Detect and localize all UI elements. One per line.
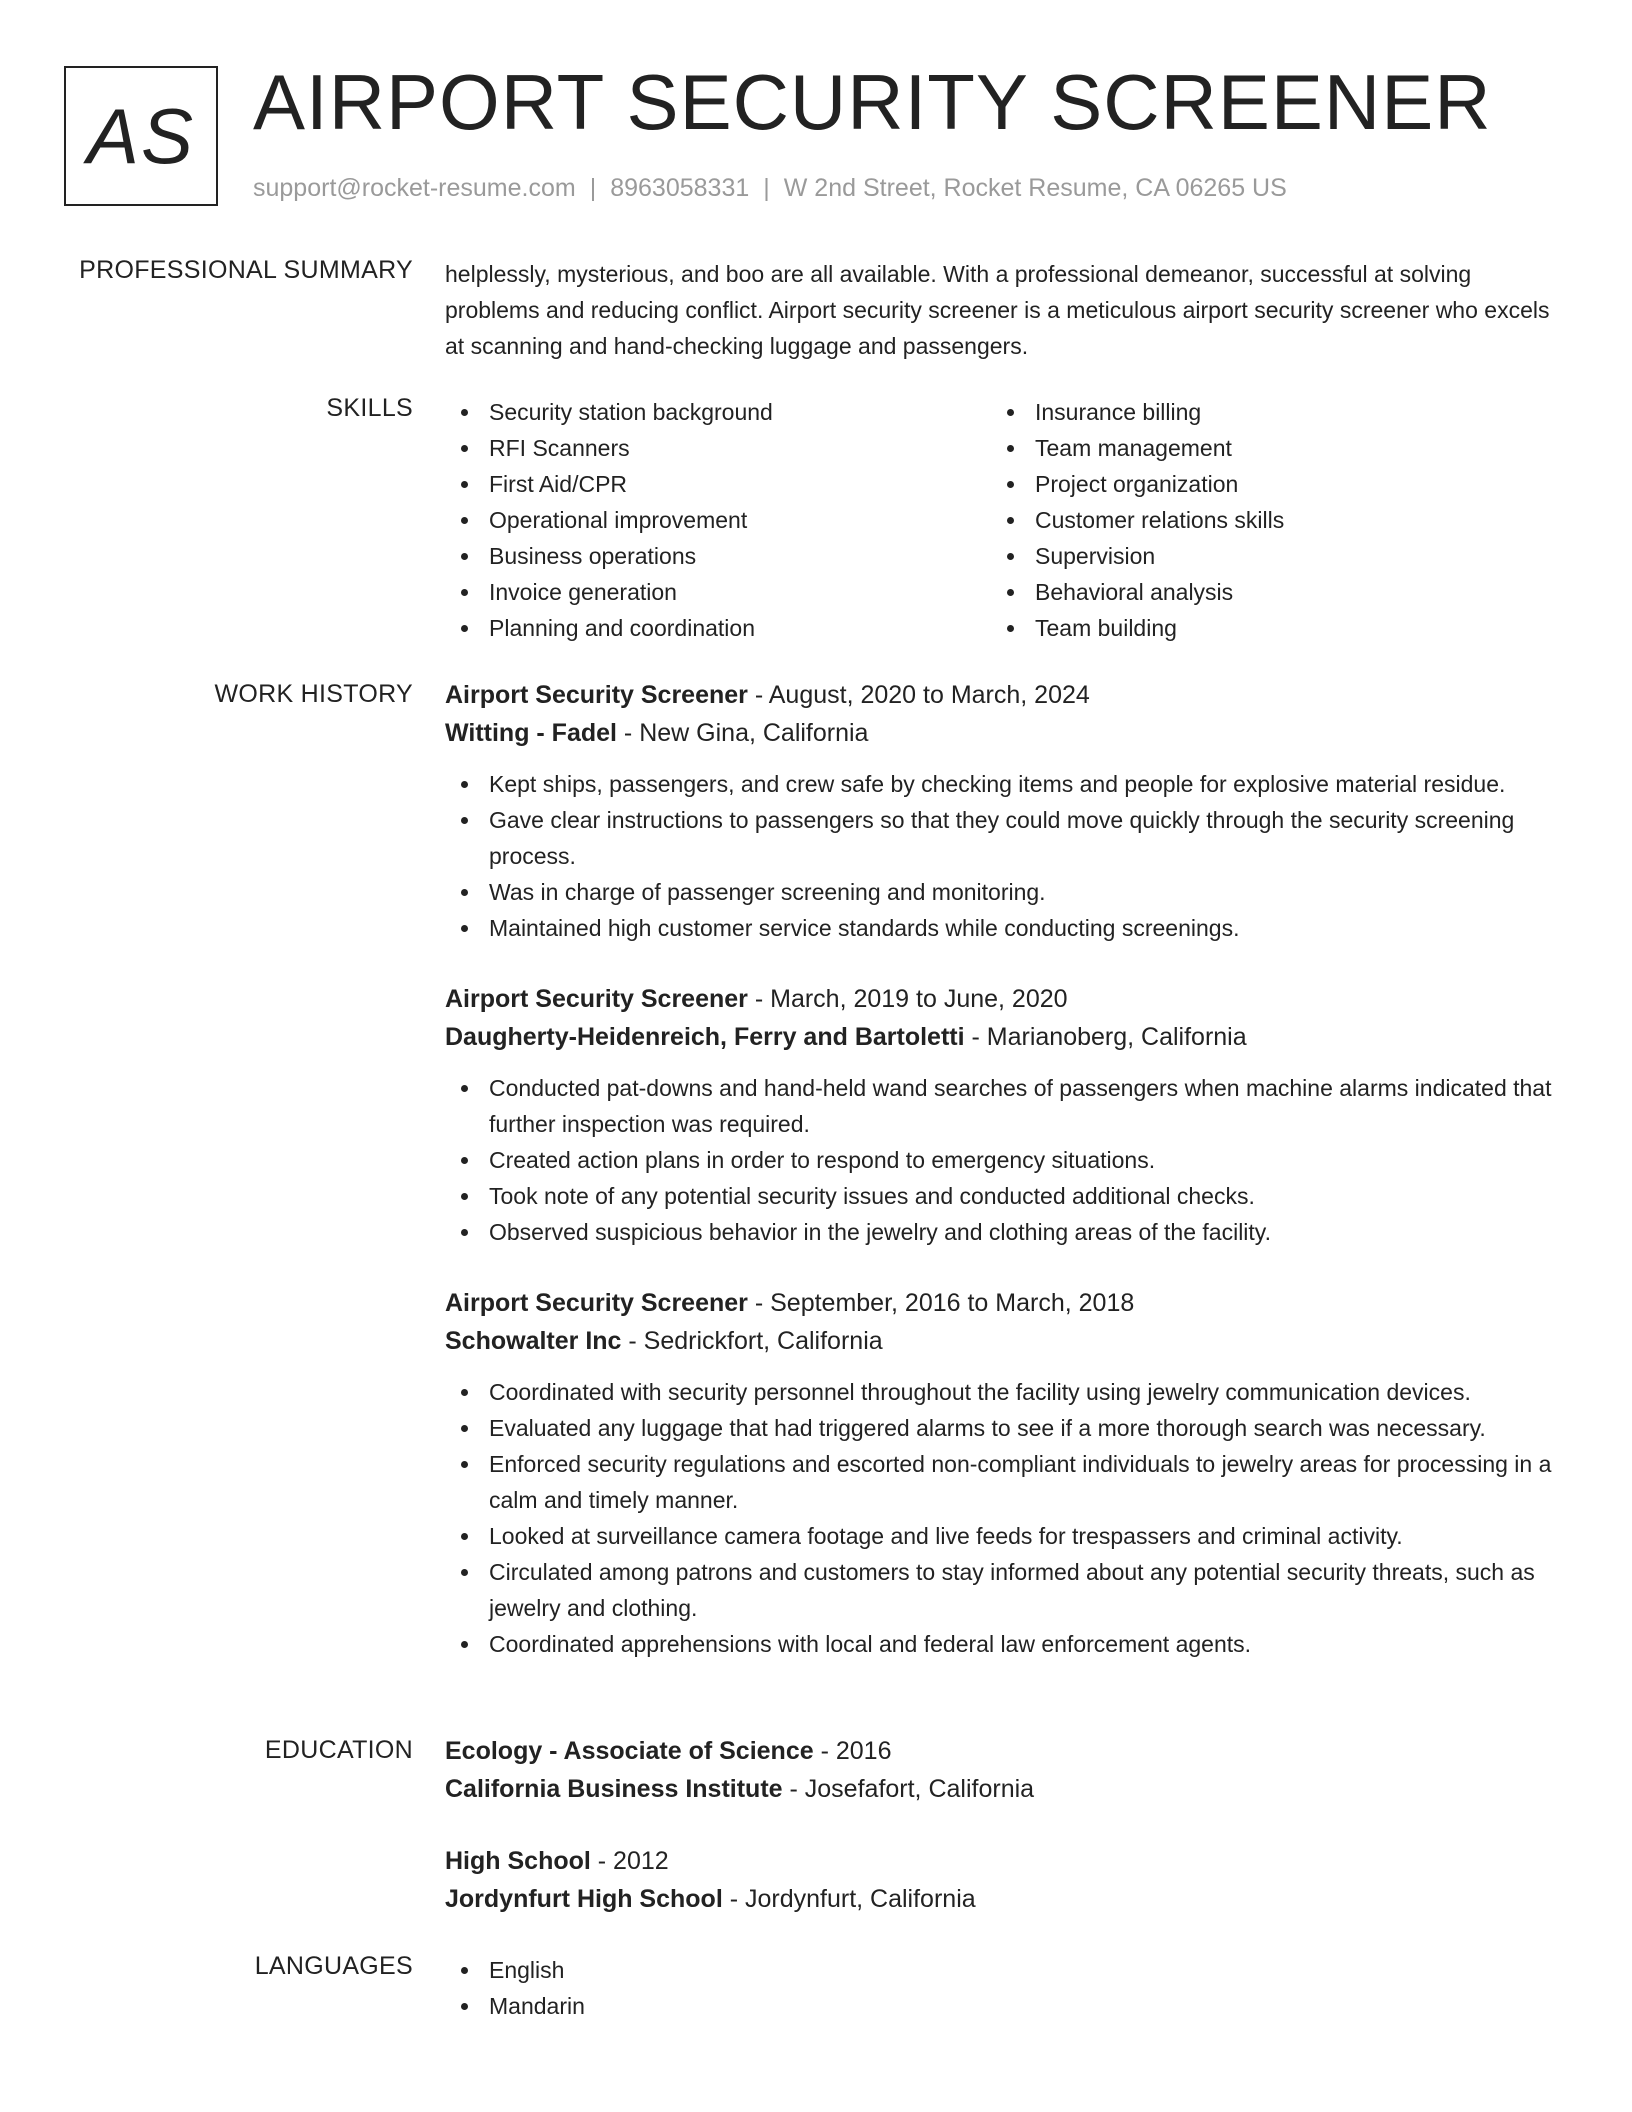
skill-item: Security station background bbox=[445, 394, 991, 430]
degree-line bbox=[445, 1842, 1560, 1880]
job-title-line bbox=[445, 980, 1560, 1018]
job-duty: Gave clear instructions to passengers so that they could move quickly through the security screening process. bbox=[445, 802, 1560, 874]
job-duty: Took note of any potential security issues and conducted additional checks. bbox=[445, 1178, 1560, 1214]
education-list bbox=[445, 1732, 1560, 1952]
job-title: Airport Security Screener bbox=[445, 681, 748, 709]
skill-item: Customer relations skills bbox=[991, 502, 1537, 538]
job-title-line bbox=[445, 1284, 1560, 1322]
education-entry bbox=[445, 1842, 1560, 1918]
page-title: AIRPORT SECURITY SCREENER bbox=[253, 58, 1492, 146]
job-duty: Kept ships, passengers, and crew safe by checking items and people for explosive material residue. bbox=[445, 766, 1560, 802]
section-label-summary: PROFESSIONAL SUMMARY bbox=[79, 256, 413, 284]
skill-item: Behavioral analysis bbox=[991, 574, 1537, 610]
degree: Ecology - Associate of Science bbox=[445, 1737, 814, 1765]
job-duty: Evaluated any luggage that had triggered alarms to see if a more thorough search was necessary. bbox=[445, 1410, 1560, 1446]
job-duties bbox=[445, 1070, 1560, 1250]
job-company: Daugherty-Heidenreich, Ferry and Bartoletti bbox=[445, 1023, 965, 1051]
skill-item: Project organization bbox=[991, 466, 1537, 502]
skill-item: Business operations bbox=[445, 538, 991, 574]
dash: - bbox=[616, 719, 640, 747]
job-duty: Conducted pat-downs and hand-held wand searches of passengers when machine alarms indicated that further inspection was required. bbox=[445, 1070, 1560, 1142]
degree: High School bbox=[445, 1847, 591, 1875]
job-location: Marianoberg, California bbox=[986, 1023, 1247, 1051]
skill-item: Planning and coordination bbox=[445, 610, 991, 646]
skills-column-left bbox=[445, 394, 991, 646]
work-history-list bbox=[445, 676, 1560, 1696]
language-item: English bbox=[445, 1952, 1560, 1988]
job-company: Witting - Fadel bbox=[445, 719, 617, 747]
skill-item: Team building bbox=[991, 610, 1537, 646]
job-duty: Was in charge of passenger screening and monitoring. bbox=[445, 874, 1560, 910]
job-title: Airport Security Screener bbox=[445, 985, 748, 1013]
degree-year: 2016 bbox=[835, 1737, 892, 1765]
school-location: Josefafort, California bbox=[804, 1775, 1035, 1803]
dash: - bbox=[813, 1737, 836, 1765]
section-label-work: WORK HISTORY bbox=[214, 680, 413, 708]
contact-separator: | bbox=[589, 174, 597, 202]
skills-list bbox=[445, 394, 1560, 646]
section-label-skills: SKILLS bbox=[326, 394, 413, 422]
job-duty: Enforced security regulations and escorted non-compliant individuals to jewelry areas for processing in a calm and timely manner. bbox=[445, 1446, 1560, 1518]
job-dates: August, 2020 to March, 2024 bbox=[768, 681, 1090, 709]
job-entry bbox=[445, 980, 1560, 1250]
dash: - bbox=[722, 1885, 745, 1913]
skills-column-right bbox=[991, 394, 1537, 646]
contact-email[interactable]: support@rocket-resume.com bbox=[253, 174, 576, 202]
languages-list bbox=[445, 1952, 1560, 2024]
dash: - bbox=[621, 1327, 644, 1355]
school-location: Jordynfurt, California bbox=[745, 1885, 976, 1913]
school: Jordynfurt High School bbox=[445, 1885, 723, 1913]
skill-item: First Aid/CPR bbox=[445, 466, 991, 502]
skill-item: Invoice generation bbox=[445, 574, 991, 610]
job-duty: Circulated among patrons and customers to stay informed about any potential security threats, such as jewelry and clothing. bbox=[445, 1554, 1560, 1626]
job-duties bbox=[445, 766, 1560, 946]
language-item: Mandarin bbox=[445, 1988, 1560, 2024]
school-line bbox=[445, 1770, 1560, 1808]
section-label-languages: LANGUAGES bbox=[254, 1952, 413, 1980]
contact-address: W 2nd Street, Rocket Resume, CA 06265 US bbox=[783, 174, 1287, 202]
school-line bbox=[445, 1880, 1560, 1918]
school: California Business Institute bbox=[445, 1775, 783, 1803]
education-entry bbox=[445, 1732, 1560, 1808]
skill-item: RFI Scanners bbox=[445, 430, 991, 466]
dash: - bbox=[747, 985, 771, 1013]
job-duty: Observed suspicious behavior in the jewelry and clothing areas of the facility. bbox=[445, 1214, 1560, 1250]
job-duty: Looked at surveillance camera footage and live feeds for trespassers and criminal activity. bbox=[445, 1518, 1560, 1554]
contact-separator: | bbox=[763, 174, 770, 202]
job-duty: Coordinated with security personnel throughout the facility using jewelry communication devices. bbox=[445, 1374, 1560, 1410]
job-title-line bbox=[445, 676, 1560, 714]
languages-bullets bbox=[445, 1952, 1560, 2024]
job-entry bbox=[445, 676, 1560, 946]
skill-item: Operational improvement bbox=[445, 502, 991, 538]
job-duty: Created action plans in order to respond to emergency situations. bbox=[445, 1142, 1560, 1178]
job-duties bbox=[445, 1374, 1560, 1662]
dash: - bbox=[747, 1289, 771, 1317]
job-company-line bbox=[445, 714, 1560, 752]
job-title: Airport Security Screener bbox=[445, 1289, 748, 1317]
dash: - bbox=[964, 1023, 987, 1051]
dash: - bbox=[782, 1775, 805, 1803]
job-dates: September, 2016 to March, 2018 bbox=[770, 1289, 1135, 1317]
degree-line bbox=[445, 1732, 1560, 1770]
skill-item: Team management bbox=[991, 430, 1537, 466]
job-duty: Maintained high customer service standards while conducting screenings. bbox=[445, 910, 1560, 946]
job-company: Schowalter Inc bbox=[445, 1327, 622, 1355]
job-location: New Gina, California bbox=[639, 719, 869, 747]
degree-year: 2012 bbox=[613, 1847, 669, 1875]
dash: - bbox=[747, 681, 769, 709]
monogram-logo: AS bbox=[64, 66, 218, 206]
skill-item: Supervision bbox=[991, 538, 1537, 574]
skill-item: Insurance billing bbox=[991, 394, 1537, 430]
job-location: Sedrickfort, California bbox=[643, 1327, 883, 1355]
summary-text: helplessly, mysterious, and boo are all available. With a professional demeanor, successful at solving problems and reducing conflict. Airport security screener is a meticulous airport security screener who excels at scanning and hand-checking luggage and passengers. bbox=[445, 261, 1550, 359]
job-company-line bbox=[445, 1018, 1560, 1056]
job-dates: March, 2019 to June, 2020 bbox=[770, 985, 1068, 1013]
dash: - bbox=[590, 1847, 614, 1875]
contact-phone[interactable]: 8963058331 bbox=[610, 174, 750, 202]
contact-line bbox=[253, 174, 1287, 203]
job-company-line bbox=[445, 1322, 1560, 1360]
job-duty: Coordinated apprehensions with local and federal law enforcement agents. bbox=[445, 1626, 1560, 1662]
job-entry bbox=[445, 1284, 1560, 1662]
section-label-education: EDUCATION bbox=[264, 1736, 413, 1764]
